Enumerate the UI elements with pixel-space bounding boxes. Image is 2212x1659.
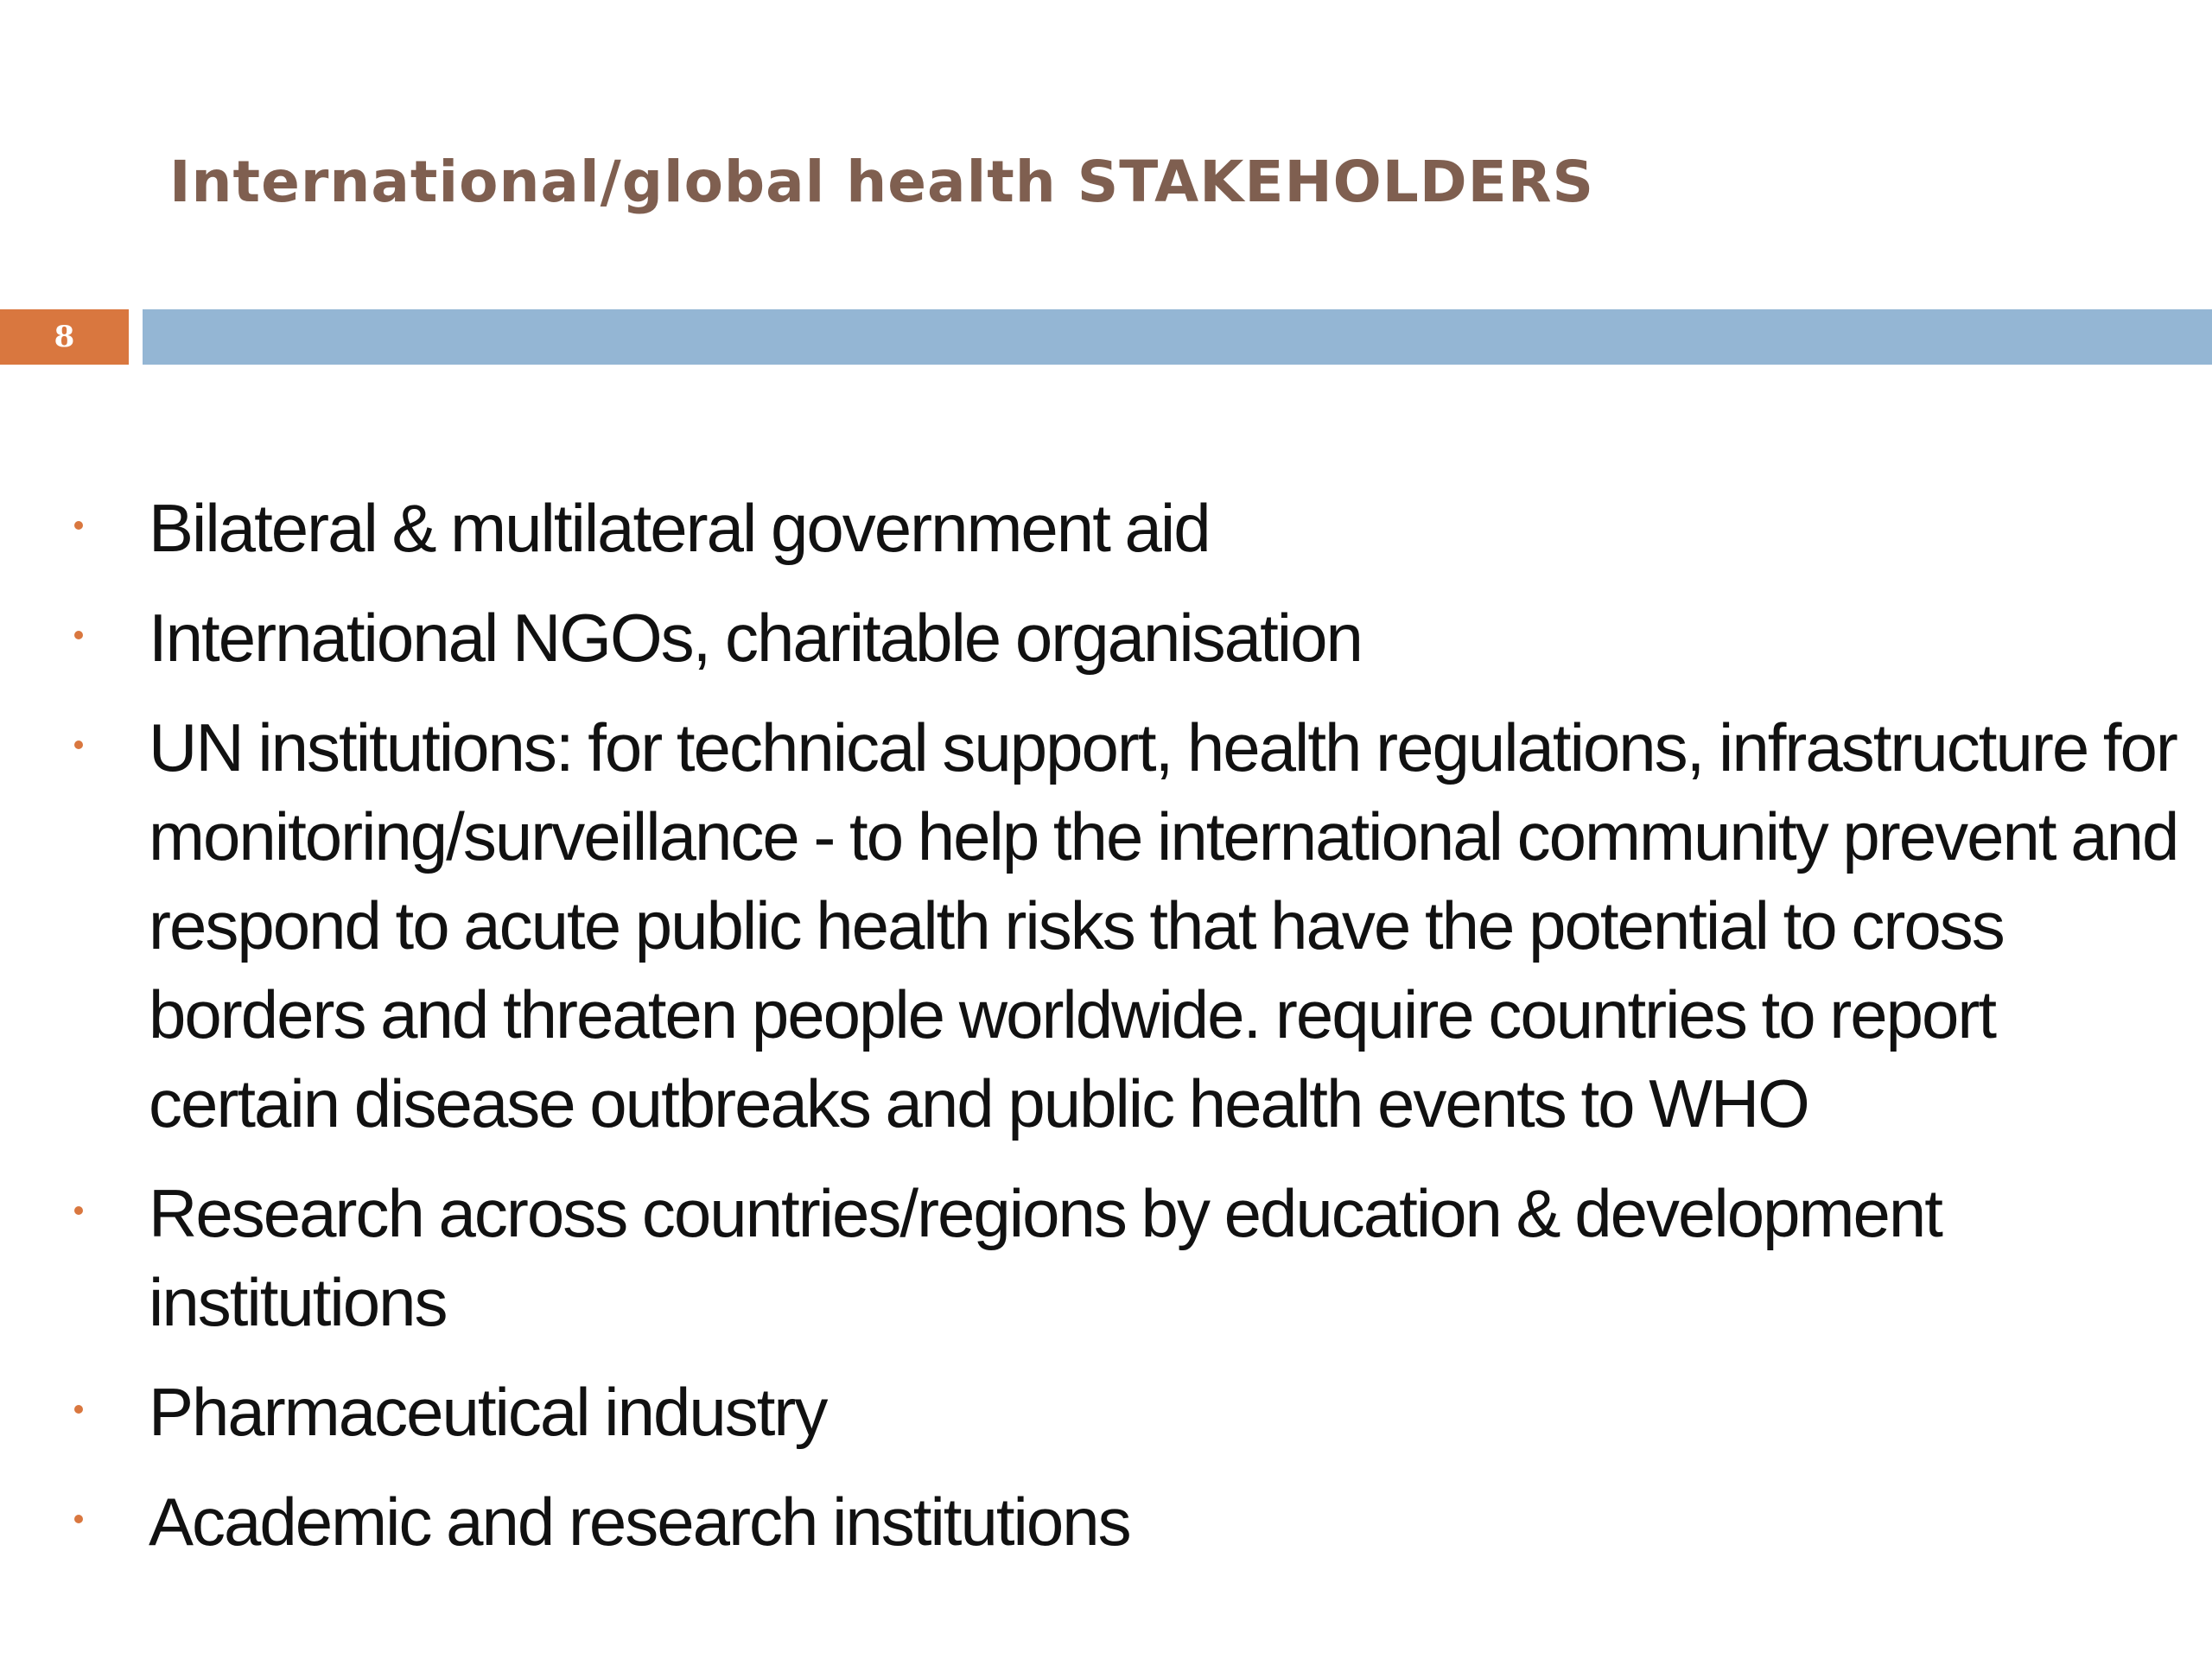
bullet-item bbox=[0, 484, 2212, 573]
bullet-marker bbox=[74, 1206, 83, 1215]
bullet-marker bbox=[74, 741, 83, 749]
bullet-item bbox=[0, 1368, 2212, 1457]
bullet-text: Pharmaceutical industry bbox=[149, 1374, 827, 1450]
bullet-text: Academic and research institutions bbox=[149, 1484, 1130, 1560]
title-divider-bar bbox=[143, 309, 2212, 365]
page-number-badge bbox=[0, 309, 129, 365]
bullet-marker bbox=[74, 1405, 83, 1414]
bullet-item bbox=[0, 1478, 2212, 1567]
bullet-marker bbox=[74, 521, 83, 530]
bullet-marker bbox=[74, 1515, 83, 1523]
bullet-marker bbox=[74, 631, 83, 639]
bullet-list bbox=[0, 484, 2212, 1587]
bullet-text: International NGOs, charitable organisation bbox=[149, 600, 1362, 676]
bullet-item bbox=[0, 1169, 2212, 1347]
page-number: 8 bbox=[54, 320, 75, 354]
bullet-text: Research across countries/regions by education & development institutions bbox=[149, 1175, 1942, 1340]
slide-title: International/global health STAKEHOLDERS bbox=[169, 149, 1595, 215]
bullet-text: Bilateral & multilateral government aid bbox=[149, 490, 1210, 566]
bullet-item bbox=[0, 594, 2212, 683]
bullet-text: UN institutions: for technical support, health regulations, infrastructure for monitoring/surveillance - to help the international community prevent and respond to acute public health risks that have the potential to cross borders and threaten people worldwide. require countries to report certain disease outbreaks and public health events to WHO bbox=[149, 709, 2178, 1141]
bullet-item bbox=[0, 703, 2212, 1148]
